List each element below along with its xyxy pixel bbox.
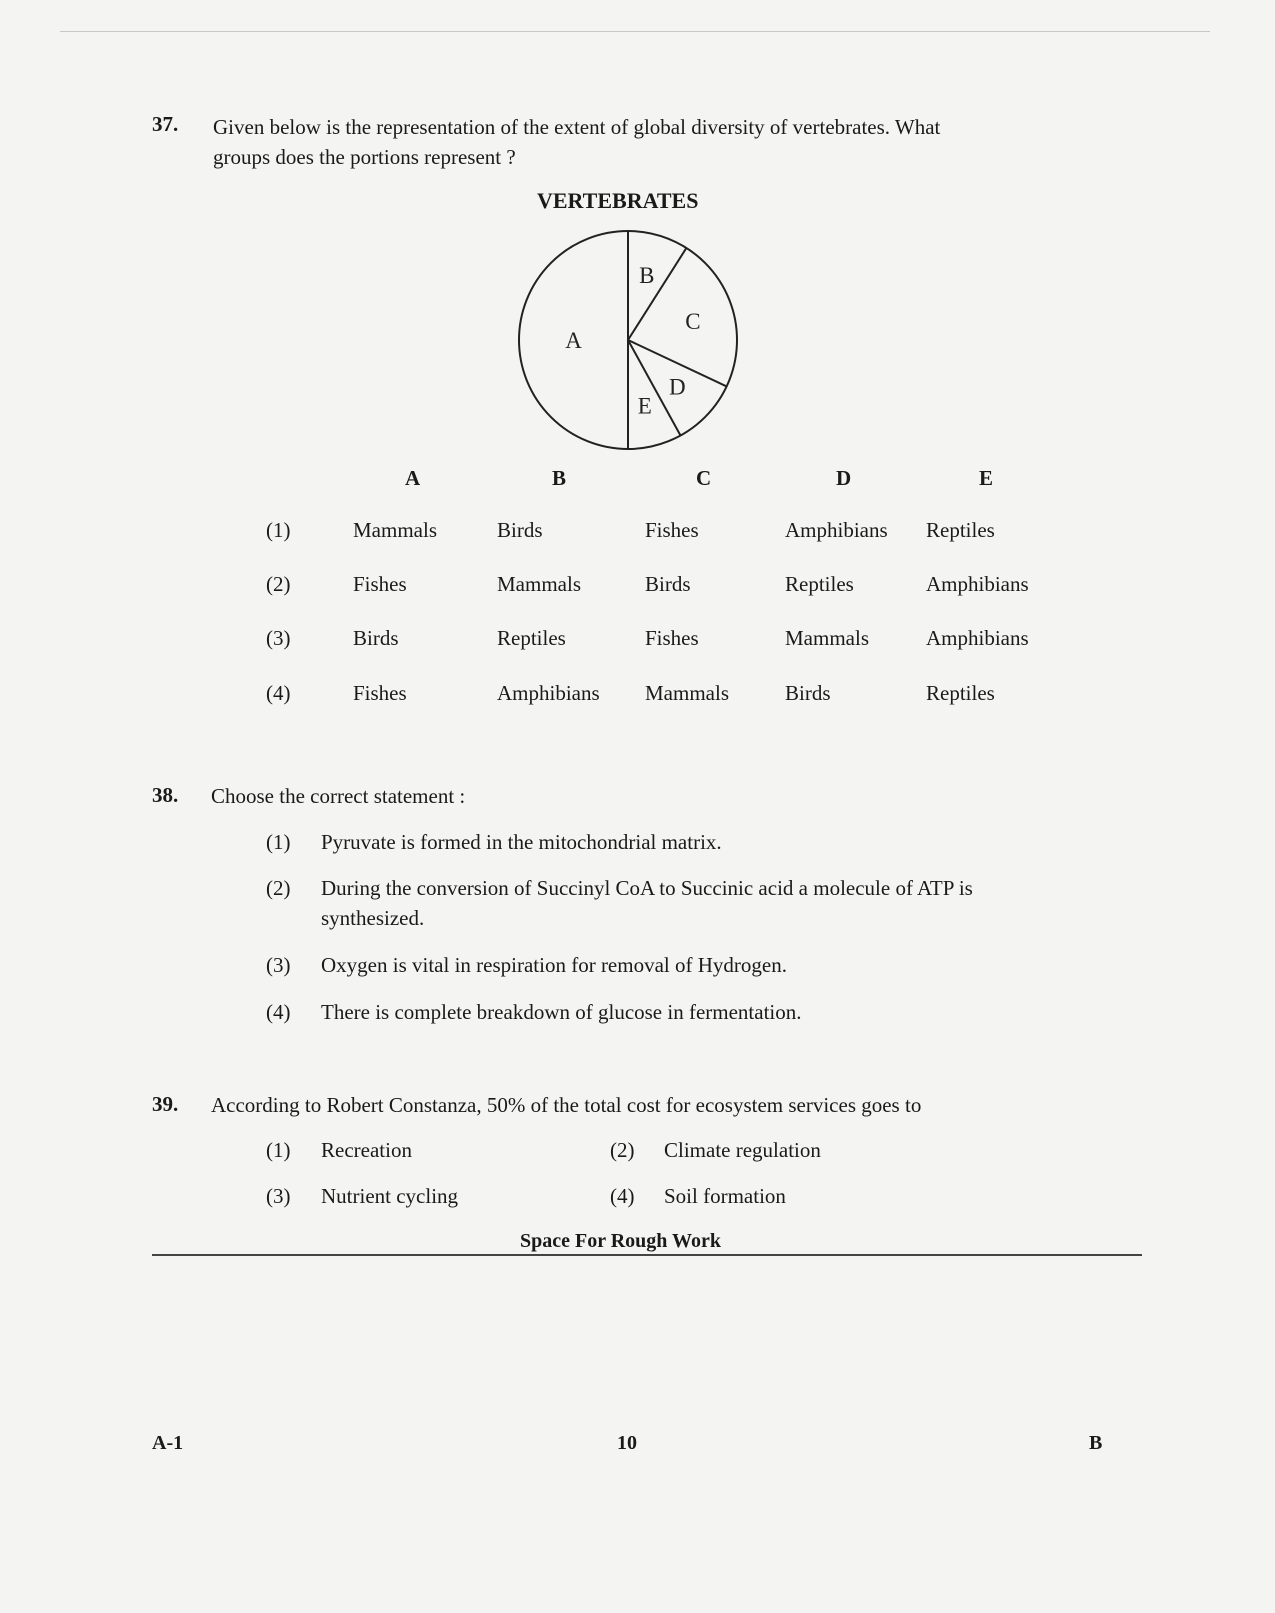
- question-37-number: 37.: [152, 112, 179, 136]
- pie-slice-label-c: C: [685, 309, 701, 335]
- q38-option-4-number[interactable]: (4): [266, 1000, 291, 1024]
- q37-option-4-number[interactable]: (4): [266, 681, 291, 705]
- vertebrates-pie-chart: [510, 222, 750, 462]
- q37-option-3-c: Fishes: [645, 626, 699, 650]
- q37-option-4-e: Reptiles: [926, 681, 995, 705]
- q37-option-2-number[interactable]: (2): [266, 572, 291, 596]
- q38-option-3-text: Oxygen is vital in respiration for removal of Hydrogen.: [321, 953, 787, 977]
- q37-option-4-d: Birds: [785, 681, 831, 705]
- question-39-number: 39.: [152, 1092, 179, 1116]
- q37-option-1-d: Amphibians: [785, 518, 888, 542]
- q38-option-1-text: Pyruvate is formed in the mitochondrial matrix.: [321, 830, 722, 854]
- question-38-number: 38.: [152, 783, 179, 807]
- q37-option-4-c: Mammals: [645, 681, 729, 705]
- q37-option-1-a: Mammals: [353, 518, 437, 542]
- q38-option-2-number[interactable]: (2): [266, 876, 291, 900]
- q39-option-1-text: Recreation: [321, 1138, 412, 1162]
- q38-option-4-text: There is complete breakdown of glucose in fermentation.: [321, 1000, 802, 1024]
- q39-option-2-text: Climate regulation: [664, 1138, 821, 1162]
- rough-work-divider: [152, 1254, 1142, 1256]
- pie-slice-label-a: A: [565, 328, 582, 353]
- q37-option-3-d: Mammals: [785, 626, 869, 650]
- top-rule: [60, 31, 1210, 32]
- q39-option-3-text: Nutrient cycling: [321, 1184, 459, 1208]
- q37-option-3-e: Amphibians: [926, 626, 1029, 650]
- footer-series: B: [1089, 1432, 1103, 1454]
- chart-title: VERTEBRATES: [537, 188, 699, 213]
- column-header-d: D: [836, 466, 852, 490]
- q37-option-4-a: Fishes: [353, 681, 407, 705]
- q37-option-3-number[interactable]: (3): [266, 626, 291, 650]
- q39-option-4-number[interactable]: (4): [610, 1184, 635, 1208]
- q37-option-1-b: Birds: [497, 518, 543, 542]
- q39-option-3-number[interactable]: (3): [266, 1184, 291, 1208]
- q37-option-2-b: Mammals: [497, 572, 581, 596]
- pie-slice-boundary-c: [628, 248, 686, 340]
- footer-page-number: 10: [617, 1432, 637, 1454]
- q37-option-1-c: Fishes: [645, 518, 699, 542]
- footer-booklet-code: A-1: [152, 1432, 184, 1454]
- q37-option-3-b: Reptiles: [497, 626, 566, 650]
- q37-option-3-a: Birds: [353, 626, 399, 650]
- column-header-e: E: [979, 466, 994, 490]
- q39-option-1-number[interactable]: (1): [266, 1138, 291, 1162]
- q37-option-4-b: Amphibians: [497, 681, 600, 705]
- q37-option-2-e: Amphibians: [926, 572, 1029, 596]
- q37-option-2-d: Reptiles: [785, 572, 854, 596]
- pie-slice-label-e: E: [637, 393, 652, 419]
- q37-option-1-e: Reptiles: [926, 518, 995, 542]
- question-39-text: According to Robert Constanza, 50% of the total cost for ecosystem services goes to: [211, 1093, 922, 1117]
- column-header-a: A: [405, 466, 421, 490]
- q38-option-3-number[interactable]: (3): [266, 953, 291, 977]
- question-38-text: Choose the correct statement :: [211, 784, 466, 808]
- question-37-text-line1: Given below is the representation of the extent of global diversity of vertebrates. What: [213, 115, 941, 139]
- q39-option-2-number[interactable]: (2): [610, 1138, 635, 1162]
- q38-option-2-text-line1: During the conversion of Succinyl CoA to Succinic acid a molecule of ATP is: [321, 876, 973, 900]
- q38-option-1-number[interactable]: (1): [266, 830, 291, 854]
- q37-option-2-a: Fishes: [353, 572, 407, 596]
- rough-work-label: Space For Rough Work: [520, 1230, 721, 1252]
- q37-option-1-number[interactable]: (1): [266, 518, 291, 542]
- q39-option-4-text: Soil formation: [664, 1184, 786, 1208]
- column-header-b: B: [552, 466, 567, 490]
- q38-option-2-text-line2: synthesized.: [321, 906, 425, 930]
- column-header-c: C: [696, 466, 712, 490]
- q37-option-2-c: Birds: [645, 572, 691, 596]
- pie-slice-label-b: B: [639, 263, 655, 289]
- question-37-text-line2: groups does the portions represent ?: [213, 145, 516, 169]
- pie-slice-label-d: D: [668, 374, 686, 400]
